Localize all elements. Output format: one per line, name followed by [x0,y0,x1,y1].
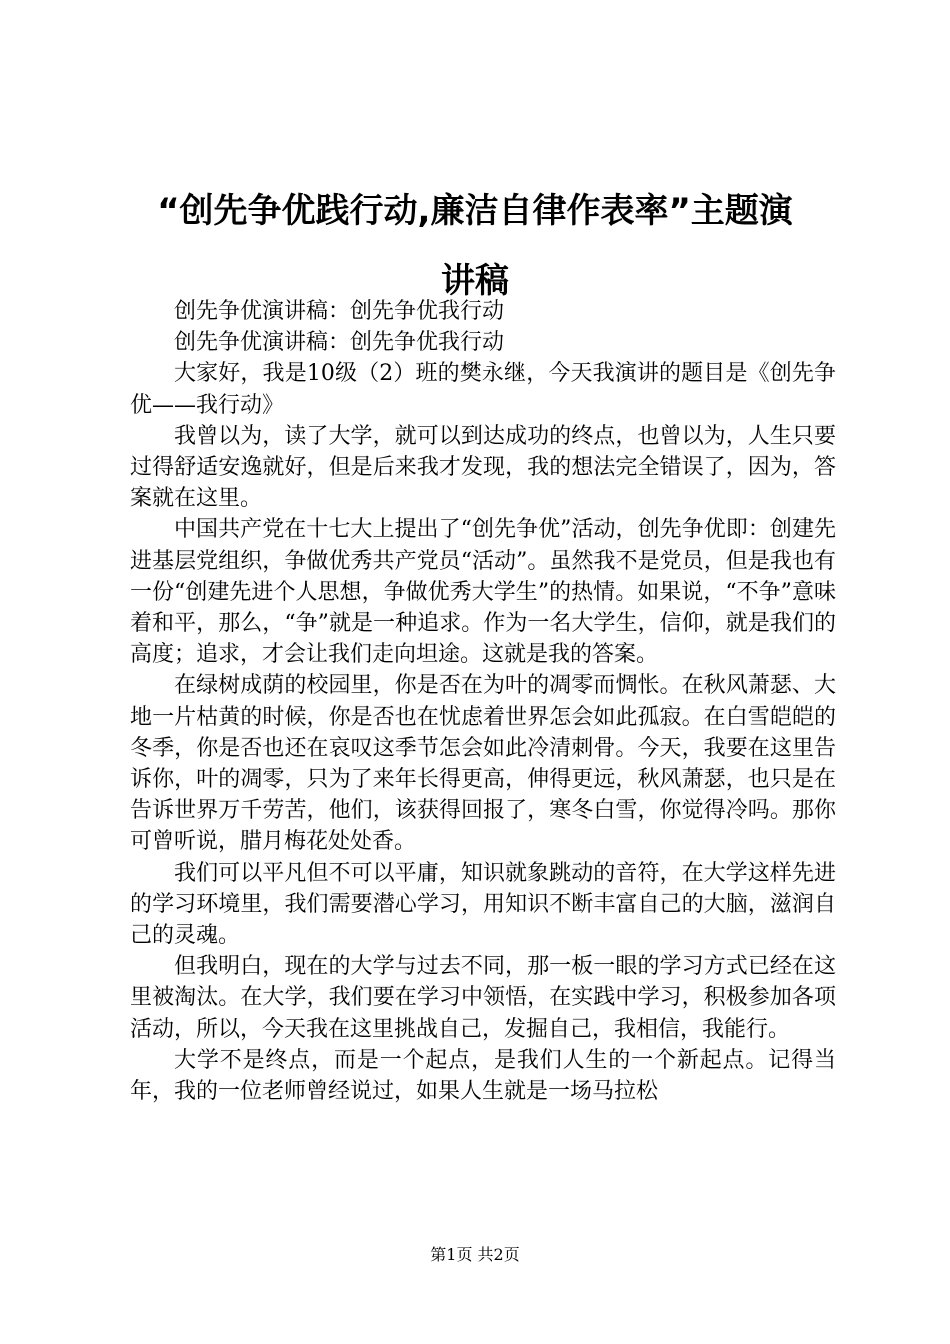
paragraph: 但我明白，现在的大学与过去不同，那一板一眼的学习方式已经在这里被淘汰。在大学，我们要在学习中领悟，在实践中学习，积极参加各项活动，所以，今天我在这里挑战自己，发掘自己，我相信，我能行。 [130,954,836,1042]
paragraph: 中国共产党在十七大上提出了“创先争优”活动，创先争优即：创建先进基层党组织，争做优秀共产党员“活动”。虽然我不是党员，但是我也有一份“创建先进个人思想，争做优秀大学生”的热情。如果说，“不争”意味着和平，那么，“争”就是一种追求。作为一名大学生，信仰，就是我们的高度；追求，才会让我们走向坦途。这就是我的答案。 [130,517,836,668]
page-footer: 第1页 共2页 [430,1245,520,1264]
document-body [130,296,836,1107]
title-line-1: “创先争优践行动,廉洁自律作表率”主题演 [157,191,793,231]
paragraph: 我曾以为，读了大学，就可以到达成功的终点，也曾以为，人生只要过得舒适安逸就好，但是后来我才发现，我的想法完全错误了，因为，答案就在这里。 [130,423,836,512]
paragraph: 大学不是终点，而是一个起点，是我们人生的一个新起点。记得当年，我的一位老师曾经说过，如果人生就是一场马拉松 [130,1047,836,1105]
paragraph: 我们可以平凡但不可以平庸，知识就象跳动的音符，在大学这样先进的学习环境里，我们需要潜心学习，用知识不断丰富自己的大脑，滋润自己的灵魂。 [130,860,836,949]
paragraph: 创先争优演讲稿：创先争优我行动 [174,299,505,324]
document-title [110,176,840,316]
title-line-2: 讲稿 [441,261,509,301]
paragraph: 大家好，我是10级（2）班的樊永继，今天我演讲的题目是《创先争优——我行动》 [130,361,836,418]
paragraph: 创先争优演讲稿：创先争优我行动 [174,330,505,356]
paragraph: 在绿树成荫的校园里，你是否在为叶的凋零而惆怅。在秋风萧瑟、大地一片枯黄的时候，你是否也在忧虑着世界怎会如此孤寂。在白雪皑皑的冬季，你是否也还在哀叹这季节怎会如此冷清刺骨。今天，我要在这里告诉你，叶的凋零，只为了来年长得更高，伸得更远，秋风萧瑟，也只是在告诉世界万千劳苦，他们，该获得回报了，寒冬白雪，你觉得冷吗。那你可曾听说，腊月梅花处处香。 [130,673,836,855]
